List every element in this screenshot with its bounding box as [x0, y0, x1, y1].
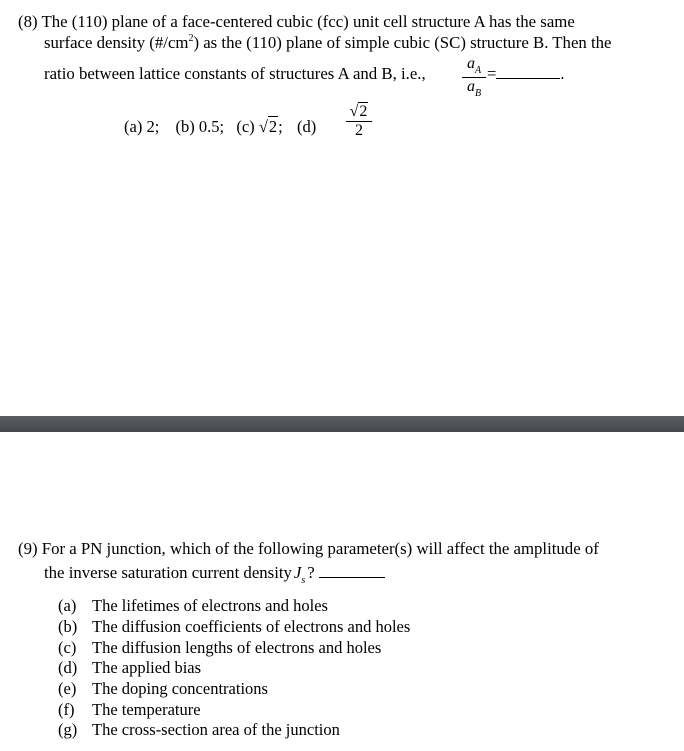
ratio-fraction	[462, 56, 486, 99]
q8-option-a: (a) 2;	[124, 117, 160, 136]
ratio-denominator: $a_B$	[466, 78, 482, 99]
q9-option-g: (g) The cross-section area of the junction	[58, 720, 340, 739]
q8-line-3	[44, 66, 426, 83]
q8-option-d-label: (d)	[296, 117, 317, 136]
q8-answer-blank-line	[487, 64, 564, 83]
q8-option-d-fraction	[346, 104, 372, 139]
q9-option-d: (d) The applied bias	[58, 658, 202, 677]
current-density-symbol: $J_s$	[293, 563, 306, 586]
q8-answer-blank	[496, 64, 560, 79]
q9-line-1-text: (9) For a PN junction, which of the following parameter(s) will affect the amplitude of	[18, 539, 599, 558]
q9-line-1	[18, 541, 599, 558]
ratio-numerator: $a_A$	[466, 55, 482, 76]
q9-option-e: (e) The doping concentrations	[58, 679, 268, 698]
q8-period: .	[560, 64, 565, 83]
q9-option-a: (a) The lifetimes of electrons and holes	[58, 596, 328, 615]
q8-line-1-text: (8) The (110) plane of a face-centered cubic (fcc) unit cell structure A has the same	[18, 12, 575, 31]
q8-option-b: (b) 0.5;	[175, 117, 225, 136]
q9-option-b: (b) The diffusion coefficients of electrons and holes	[58, 617, 411, 636]
q8-line-2	[44, 34, 611, 52]
equals-sign: =	[487, 64, 497, 83]
page-separator	[0, 416, 684, 432]
q8-option-c-tail: ;	[278, 117, 283, 136]
sqrt-radicand: 2	[268, 117, 278, 136]
q8-option-c-sqrt	[259, 119, 278, 136]
q9-option-f: (f) The temperature	[58, 700, 201, 719]
q9-line-2	[44, 563, 385, 586]
q8-option-d-denominator: 2	[355, 122, 363, 139]
q9-question-mark: ?	[307, 563, 315, 582]
q8-line-2-sup: 2	[188, 33, 194, 44]
q8-option-c-label: (c)	[236, 117, 255, 136]
q8-line-2-end: ) as the (110) plane of simple cubic (SC) structure B. Then the	[193, 33, 612, 52]
q9-line-2-text: the inverse saturation current density	[44, 563, 292, 582]
q8-options	[124, 119, 316, 136]
q9-answer-blank	[319, 563, 385, 578]
q9-option-c: (c) The diffusion lengths of electrons and holes	[58, 638, 382, 657]
q8-line-1	[18, 14, 575, 31]
sqrt-symbol: √	[258, 117, 268, 136]
q8-line-3-text: ratio between lattice constants of structures A and B, i.e.,	[44, 64, 426, 83]
q8-line-2-start: surface density (#/cm	[44, 33, 189, 52]
q8-option-d-numerator: √2	[349, 103, 368, 120]
